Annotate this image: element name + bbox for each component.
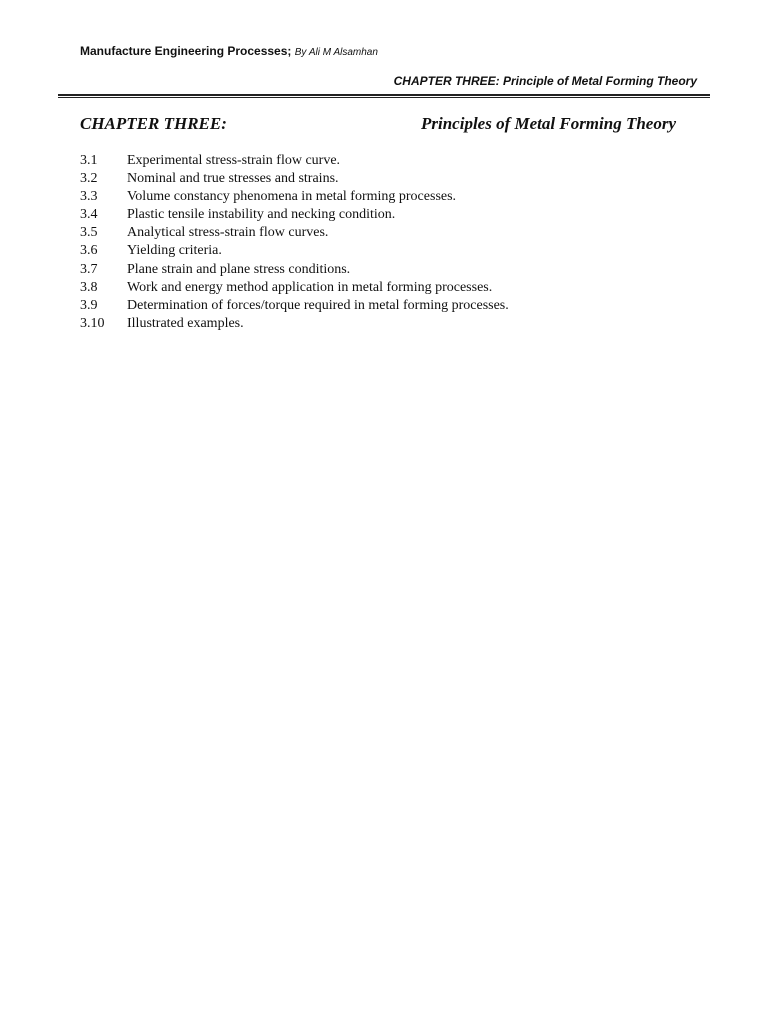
toc-item-number: 3.7 — [80, 261, 98, 277]
toc-item — [80, 152, 509, 170]
toc-item-text: Analytical stress-strain flow curves. — [127, 225, 329, 241]
table-of-contents — [80, 152, 509, 333]
toc-item-text: Volume constancy phenomena in metal forming processes. — [127, 189, 457, 205]
toc-item-number: 3.4 — [80, 207, 98, 223]
toc-item-text: Determination of forces/torque required in metal forming processes. — [127, 297, 509, 313]
toc-item — [80, 315, 509, 333]
toc-item — [80, 297, 509, 315]
toc-item-number: 3.6 — [80, 243, 98, 259]
toc-item — [80, 206, 509, 224]
toc-item — [80, 261, 509, 279]
book-title: Manufacture Engineering Processes — [80, 44, 288, 58]
toc-item-text: Yielding criteria. — [127, 243, 222, 259]
toc-item-text: Illustrated examples. — [127, 315, 244, 331]
running-chapter-header: CHAPTER THREE: Principle of Metal Forming Theory — [393, 74, 697, 88]
author: By Ali M Alsamhan — [294, 47, 378, 58]
header-rule-thick — [58, 94, 710, 96]
toc-item — [80, 279, 509, 297]
toc-item-number: 3.2 — [80, 171, 98, 187]
toc-item-number: 3.10 — [80, 315, 105, 331]
header-rule-thin — [58, 97, 710, 98]
toc-item — [80, 188, 509, 206]
toc-item-number: 3.5 — [80, 225, 98, 241]
book-header — [80, 44, 378, 58]
toc-item — [80, 170, 509, 188]
toc-item-number: 3.8 — [80, 279, 98, 295]
toc-item — [80, 224, 509, 242]
toc-item-text: Plastic tensile instability and necking condition. — [127, 207, 396, 223]
toc-item — [80, 242, 509, 260]
toc-item-text: Work and energy method application in metal forming processes. — [127, 279, 493, 295]
toc-item-number: 3.9 — [80, 297, 98, 313]
toc-item-text: Plane strain and plane stress conditions. — [127, 261, 351, 277]
toc-item-number: 3.1 — [80, 153, 98, 168]
chapter-label: CHAPTER THREE: — [80, 114, 227, 133]
header-separator: ; — [287, 44, 292, 58]
toc-item-number: 3.3 — [80, 189, 98, 205]
toc-item-text: Nominal and true stresses and strains. — [127, 171, 339, 187]
chapter-title: Principles of Metal Forming Theory — [421, 114, 676, 133]
toc-item-text: Experimental stress-strain flow curve. — [127, 153, 341, 168]
